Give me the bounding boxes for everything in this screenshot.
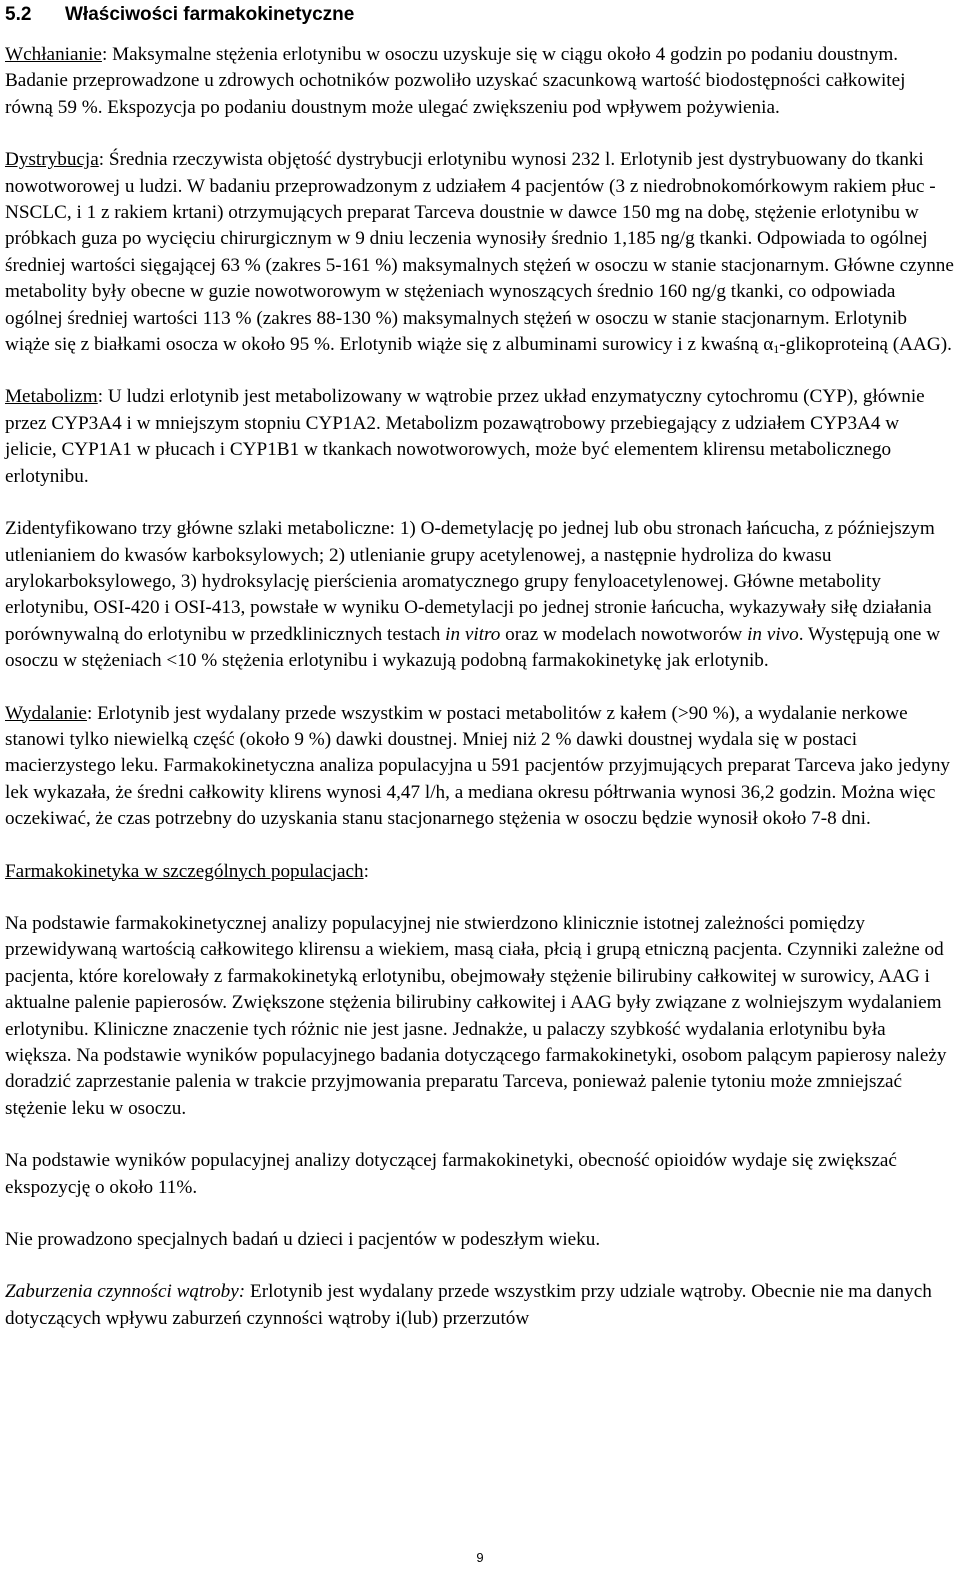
metabolism-label: Metabolizm <box>5 386 98 408</box>
pathways-text-3: . Występują one w osoczu w stężeniach <10 % stężenia erlotynibu i wykazują podobną farmakokinetykę jak erlotynib. <box>5 623 941 672</box>
liver-label: Zaburzenia czynności wątroby: <box>5 1281 246 1303</box>
section-number: 5.2 <box>5 4 32 25</box>
special-populations-colon: : <box>363 860 369 882</box>
absorption-text: : Maksymalne stężenia erlotynibu w osoczu uzyskuje się w ciągu około 4 godzin po podaniu doustnym. Badanie przeprowadzone u zdrowych ochotników pozwoliło uzyskać szacunkową wartość biodostępności całkowitej równą 59 %. Ekspozycja po podaniu doustnym może ulegać zwiększeniu pod wpływem pożywienia. <box>5 44 906 118</box>
absorption-paragraph <box>5 42 955 121</box>
metabolism-paragraph <box>5 384 955 490</box>
distribution-text-end: -glikoproteiną (AAG). <box>779 334 952 356</box>
document-page <box>5 0 955 1358</box>
distribution-paragraph <box>5 147 955 358</box>
population-text: Na podstawie farmakokinetycznej analizy populacyjnej nie stwierdzono klinicznie istotnej zależności pomiędzy przewidywaną wartością całkowitego klirensu a wiekiem, masą ciała, płcią i grupą etniczną pacjenta. Czynniki zależne od pacjenta, które korelowały z farmakokinetyką erlotynibu, obejmowały stężenie bilirubiny całkowitej w surowicy, AAG i aktualne palenie papierosów. Zwiększone stężenia bilirubiny całkowitej i AAG były związane z wolniejszym wydalaniem erlotynibu. Kliniczne znaczenie tych różnic nie jest jasne. Jednakże, u palaczy szybkość wydalania erlotynibu była większa. Na podstawie wyników populacyjnego badania dotyczącego farmakokinetyki, osobom palącym papierosy należy doradzić zaprzestanie palenia w trakcie przyjmowania preparatu Tarceva, ponieważ palenie tytoniu może zmniejszać stężenie leku w osoczu. <box>5 912 947 1119</box>
pathways-text-1: Zidentyfikowano trzy główne szlaki metaboliczne: 1) O-demetylację po jednej lub obu stronach łańcucha, z późniejszym utlenianiem do kwasów karboksylowych; 2) utlenianie grupy acetylenowej, a następnie hydroliza do kwasu arylokarboksylowego, 3) hydroksylację pierścienia aromatycznego grupy fenyloacetylenowej. Główne metabolity erlotynibu, OSI-420 i OSI-413, powstałe w wyniku O-demetylacji po jednej stronie łańcucha, wykazywały siłę działania porównywalną do erlotynibu w przedklinicznych testach <box>5 518 935 645</box>
pathways-paragraph <box>5 516 955 674</box>
special-populations-label: Farmakokinetyka w szczególnych populacjach <box>5 860 364 882</box>
liver-text: Erlotynib jest wydalany przede wszystkim przy udziale wątroby. Obecnie nie ma danych dotyczących wpływu zaburzeń czynności wątroby i(lub) przerzutów <box>5 1281 932 1329</box>
excretion-paragraph <box>5 701 955 833</box>
absorption-label: Wchłanianie <box>5 44 102 65</box>
section-title: Właściwości farmakokinetyczne <box>65 4 355 25</box>
special-populations-heading <box>5 859 955 885</box>
opioids-text: Na podstawie wyników populacyjnej analizy dotyczącej farmakokinetyki, obecność opioidów wydaje się zwiększać ekspozycję o około 11%. <box>5 1150 897 1198</box>
in-vitro-italic: in vitro <box>445 623 501 645</box>
excretion-label: Wydalanie <box>5 702 87 724</box>
children-paragraph <box>5 1227 955 1253</box>
page-number: 9 <box>476 1550 484 1565</box>
excretion-text: : Erlotynib jest wydalany przede wszystkim w postaci metabolitów z kałem (>90 %), a wydalanie nerkowe stanowi tylko niewielką część (około 9 %) dawki doustnej. Mniej niż 2 % dawki doustnej wydala się w postaci macierzystego leku. Farmakokinetyczna analiza populacyjna u 591 pacjentów przyjmujących preparat Tarceva jako jedyny lek wykazała, że średni całkowity klirens wynosi 4,47 l/h, a mediana okresu półtrwania wynosi 36,2 godzin. Można więc oczekiwać, że czas potrzebny do uzyskania stanu stacjonarnego stężenia w osoczu będzie wynosił około 7-8 dni. <box>5 702 951 830</box>
pathways-text-2: oraz w modelach nowotworów <box>500 623 748 645</box>
metabolism-text: : U ludzi erlotynib jest metabolizowany w wątrobie przez układ enzymatyczny cytochromu (CYP), głównie przez CYP3A4 i w mniejszym stopniu CYP1A2. Metabolizm pozawątrobowy przebiegający z udziałem CYP3A4 w jelicie, CYP1A1 w płucach i CYP1B1 w tkankach nowotworowych, może być elementem klirensu metabolicznego erlotynibu. <box>5 386 925 487</box>
distribution-label: Dystrybucja <box>5 149 99 171</box>
in-vivo-italic: in vivo <box>747 623 799 645</box>
distribution-text: : Średnia rzeczywista objętość dystrybucji erlotynibu wynosi 232 l. Erlotynib jest dystrybuowany do tkanki nowotworowej u ludzi. W badaniu przeprowadzonym z udziałem 4 pacjentów (3 z niedrobnokomórkowym rakiem płuc - NSCLC, i 1 z rakiem krtani) otrzymujących preparat Tarceva doustnie w dawce 150 mg na dobę, stężenie erlotynibu w próbkach guza po wycięciu chirurgicznym w 9 dniu leczenia wynosiły średnio 1,185 ng/g tkanki. Odpowiada to ogólnej średniej wartości sięgającej 63 % (zakres 5-161 %) maksymalnych stężeń w osoczu w stanie stacjonarnym. Główne czynne metabolity były obecne w guzie nowotworowym w stężeniach wynoszących średnio 160 ng/g tkanki, co odpowiada ogólnej średniej wartości 113 % (zakres 88-130 %) maksymalnych stężeń w osoczu w stanie stacjonarnym. Erlotynib wiąże się z białkami osocza w około 95 %. Erlotynib wiąże się z albuminami surowicy i z kwaśną α <box>5 149 954 356</box>
children-text: Nie prowadzono specjalnych badań u dzieci i pacjentów w podeszłym wieku. <box>5 1229 601 1251</box>
population-paragraph <box>5 911 955 1122</box>
opioids-paragraph <box>5 1148 955 1201</box>
liver-paragraph <box>5 1279 955 1332</box>
alpha-subscript: 1 <box>773 342 780 357</box>
section-heading <box>5 0 955 42</box>
